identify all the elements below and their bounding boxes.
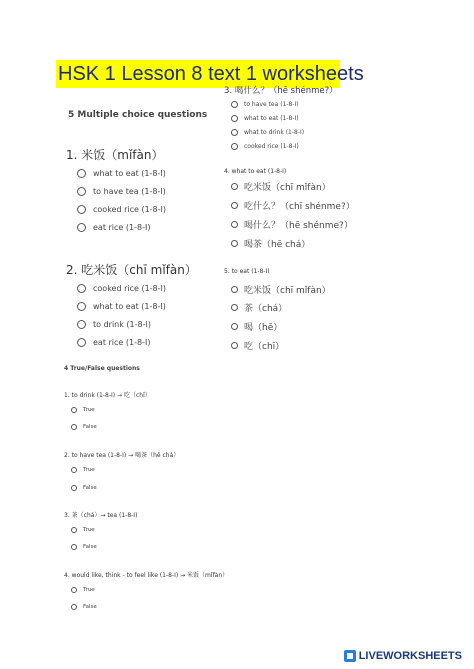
mc-q4-option-4[interactable] (231, 237, 310, 250)
tf-q3-true[interactable] (71, 527, 95, 533)
mc-q4-option-2[interactable] (231, 199, 355, 212)
option-label: 喝茶（hē chá） (244, 240, 311, 250)
option-label: True (83, 587, 95, 593)
mc-q3-option-4[interactable] (231, 143, 299, 150)
option-label: to have tea (1-8-I) (93, 187, 166, 196)
option-label: 茶（chá） (244, 304, 288, 314)
question-prompt: 喝什么？（hē shénme?） (234, 86, 338, 96)
mc-question-5 (224, 268, 270, 275)
radio-icon[interactable] (77, 320, 86, 329)
mc-q3-option-3[interactable] (231, 129, 304, 136)
tf-q4-false[interactable] (71, 604, 97, 610)
mc-question-4 (224, 168, 286, 175)
option-label: True (83, 527, 95, 533)
mc-q2-option-4[interactable] (77, 338, 150, 347)
worksheet-title: HSK 1 Lesson 8 text 1 worksheets (56, 60, 340, 88)
radio-icon[interactable] (231, 323, 238, 330)
mc-q2-option-2[interactable] (77, 302, 166, 311)
question-prompt: would like, think - to feel like (1-8-I) → 米饭（mǐfàn） (71, 572, 229, 579)
option-label: what to eat (1-8-I) (244, 115, 299, 122)
question-prompt: to have tea (1-8-I) → 喝茶（hē chá） (71, 452, 180, 459)
mc-q5-option-4[interactable] (231, 339, 284, 352)
radio-icon[interactable] (71, 424, 77, 430)
question-prompt: to eat (1-8-I) (231, 268, 270, 275)
tf-question-1 (64, 390, 151, 399)
question-prompt: to drink (1-8-I) → 吃（chī） (71, 392, 151, 399)
option-label: True (83, 467, 95, 473)
question-number: 3. (64, 512, 70, 519)
tf-question-4 (64, 570, 228, 579)
radio-icon[interactable] (77, 302, 86, 311)
option-label: to have tea (1-8-I) (244, 101, 299, 108)
option-label: 喝（hē） (244, 323, 283, 333)
tf-q1-false[interactable] (71, 424, 97, 430)
mc-q3-option-2[interactable] (231, 115, 299, 122)
question-prompt: what to eat (1-8-I) (231, 168, 287, 175)
radio-icon[interactable] (231, 240, 238, 247)
radio-icon[interactable] (231, 101, 238, 108)
option-label: 吃（chī） (244, 342, 285, 352)
radio-icon[interactable] (71, 544, 77, 550)
mc-question-1 (66, 146, 164, 163)
mc-section-heading: 5 Multiple choice questions (68, 110, 208, 120)
radio-icon[interactable] (77, 169, 86, 178)
radio-icon[interactable] (71, 485, 77, 491)
radio-icon[interactable] (231, 202, 238, 209)
question-number: 1. (64, 392, 70, 399)
mc-q1-option-1[interactable] (77, 169, 166, 178)
radio-icon[interactable] (71, 604, 77, 610)
mc-q2-option-1[interactable] (77, 284, 166, 293)
mc-q5-option-1[interactable] (231, 283, 331, 296)
question-number: 3. (224, 86, 233, 96)
option-label: to drink (1-8-I) (93, 320, 151, 329)
option-label: False (83, 544, 97, 550)
mc-q3-option-1[interactable] (231, 101, 299, 108)
radio-icon[interactable] (231, 342, 238, 349)
question-prompt: 吃米饭（chī mǐfàn） (81, 263, 197, 277)
radio-icon[interactable] (231, 304, 238, 311)
radio-icon[interactable] (71, 587, 77, 593)
radio-icon[interactable] (71, 527, 77, 533)
question-number: 4. (64, 572, 70, 579)
mc-q4-option-3[interactable] (231, 218, 353, 231)
option-label: what to eat (1-8-I) (93, 169, 166, 178)
radio-icon[interactable] (71, 467, 77, 473)
radio-icon[interactable] (231, 129, 238, 136)
option-label: cooked rice (1-8-I) (93, 284, 167, 293)
option-label: False (83, 424, 97, 430)
mc-q1-option-3[interactable] (77, 205, 166, 214)
tf-q1-true[interactable] (71, 407, 95, 413)
mc-q5-option-2[interactable] (231, 301, 287, 314)
mc-question-3 (224, 84, 338, 96)
radio-icon[interactable] (77, 338, 86, 347)
liveworksheets-logo-icon (344, 650, 356, 662)
option-label: True (83, 407, 95, 413)
tf-question-3 (64, 510, 137, 519)
option-label: 吃米饭（chī mǐfàn） (244, 183, 331, 193)
radio-icon[interactable] (77, 187, 86, 196)
question-prompt: 茶（chá）→ tea (1-8-I) (71, 512, 138, 519)
option-label: eat rice (1-8-I) (93, 223, 151, 232)
brand-text: LIVEWORKSHEETS (358, 650, 462, 662)
mc-q1-option-4[interactable] (77, 223, 150, 232)
radio-icon[interactable] (231, 286, 238, 293)
tf-section-heading: 4 True/False questions (64, 365, 140, 372)
question-number: 5. (224, 268, 230, 275)
radio-icon[interactable] (231, 183, 238, 190)
mc-question-2 (66, 261, 197, 278)
tf-q3-false[interactable] (71, 544, 97, 550)
option-label: cooked rice (1-8-I) (93, 205, 167, 214)
mc-q4-option-1[interactable] (231, 180, 331, 193)
radio-icon[interactable] (231, 221, 238, 228)
question-number: 4. (224, 168, 230, 175)
radio-icon[interactable] (231, 143, 238, 150)
radio-icon[interactable] (77, 284, 86, 293)
tf-q2-true[interactable] (71, 467, 95, 473)
question-number: 1. (66, 148, 78, 162)
option-label: 吃什么？（chī shénme?） (244, 202, 355, 212)
option-label: False (83, 485, 97, 491)
option-label: eat rice (1-8-I) (93, 338, 151, 347)
option-label: 喝什么？（hē shénme?） (244, 221, 353, 231)
mc-q5-option-3[interactable] (231, 320, 282, 333)
radio-icon[interactable] (77, 223, 86, 232)
option-label: 吃米饭（chī mǐfàn） (244, 286, 331, 296)
tf-q4-true[interactable] (71, 587, 95, 593)
radio-icon[interactable] (231, 115, 238, 122)
question-number: 2. (64, 452, 70, 459)
option-label: False (83, 604, 97, 610)
radio-icon[interactable] (77, 205, 86, 214)
option-label: what to drink (1-8-I) (244, 129, 305, 136)
tf-q2-false[interactable] (71, 485, 97, 491)
question-number: 2. (66, 263, 78, 277)
question-prompt: 米饭（mǐfàn） (81, 148, 164, 162)
mc-q1-option-2[interactable] (77, 187, 166, 196)
option-label: cooked rice (1-8-I) (244, 143, 299, 150)
tf-question-2 (64, 450, 179, 459)
radio-icon[interactable] (71, 407, 77, 413)
liveworksheets-brand[interactable] (344, 650, 462, 662)
mc-q2-option-3[interactable] (77, 320, 151, 329)
option-label: what to eat (1-8-I) (93, 302, 166, 311)
